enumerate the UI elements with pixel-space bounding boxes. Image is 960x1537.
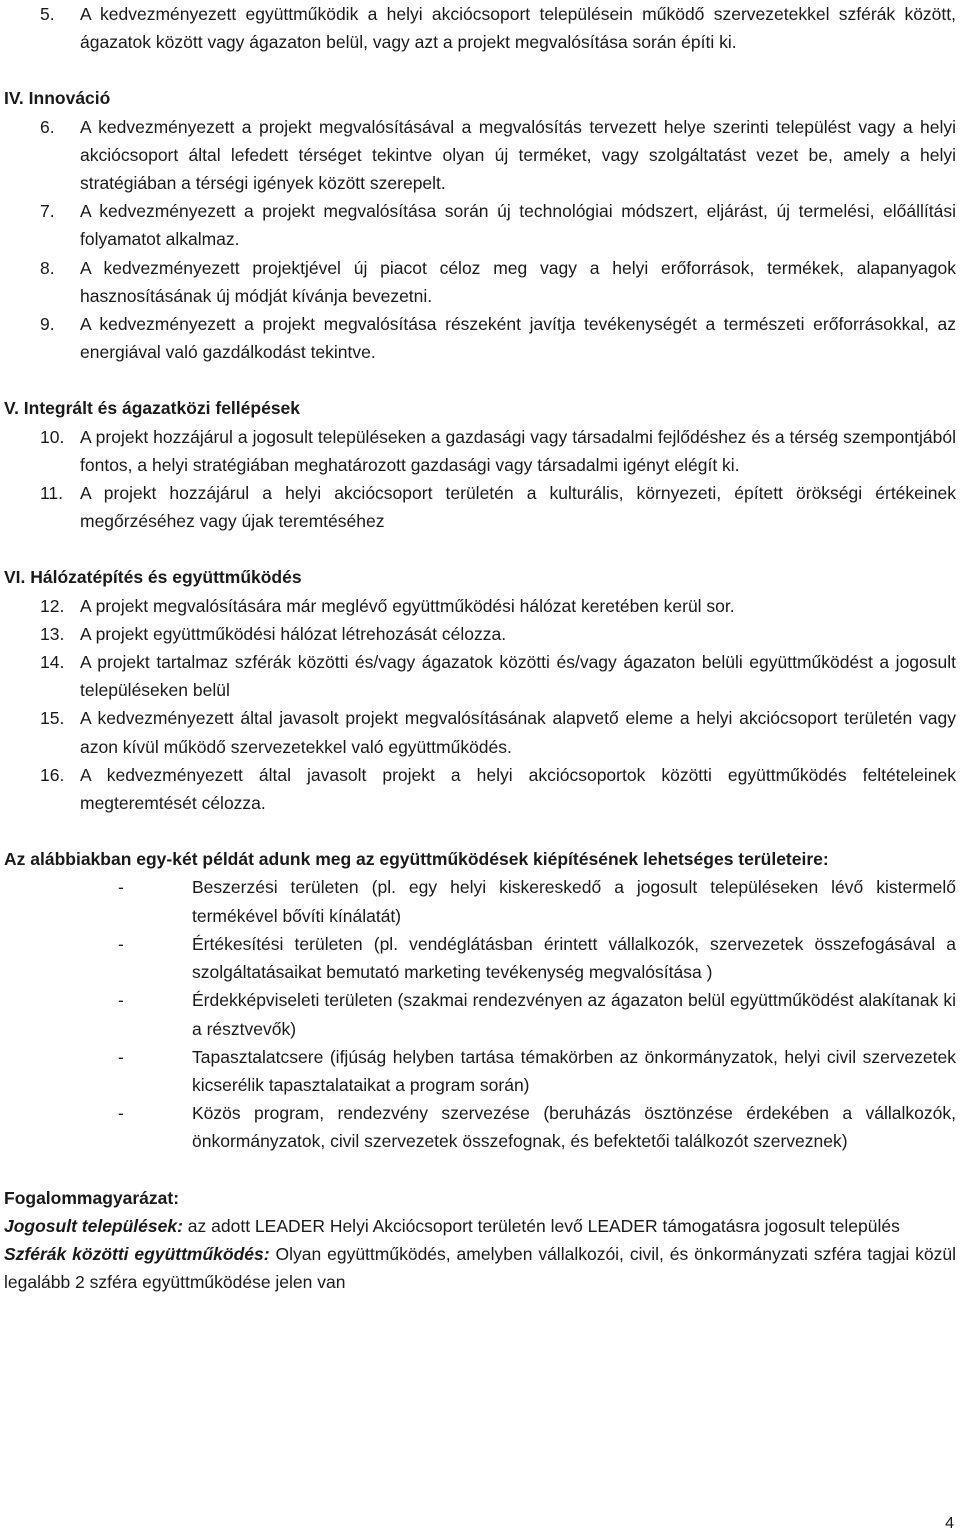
item-number: 10. (40, 426, 65, 447)
list-item (0, 761, 960, 817)
dash-bullet: - (118, 933, 124, 954)
list-item (0, 592, 960, 620)
example-item (0, 1099, 960, 1155)
examples-intro: Az alábbiakban egy-két példát adunk meg az együttműködések kiépítésének lehetséges területeire: (4, 849, 829, 870)
item-number: 6. (40, 116, 55, 137)
glossary-entry (0, 1240, 960, 1296)
section-heading-iv: IV. Innováció (4, 88, 111, 109)
example-text: Tapasztalatcsere (ifjúság helyben tartása témakörben az önkormányzatok, helyi civil szervezetek kicserélik tapasztalataikat a program során) (192, 1046, 956, 1095)
example-text: Beszerzési területen (pl. egy helyi kiskereskedő a jogosult településeken lévő kistermelő termékével bővíti kínálatát) (192, 877, 956, 926)
item-number: 9. (40, 314, 55, 335)
section-heading-vi: VI. Hálózatépítés és együttműködés (4, 567, 302, 588)
section-heading-v: V. Integrált és ágazatközi fellépések (4, 398, 301, 419)
spacer (0, 1156, 960, 1184)
item-text: A kedvezményezett együttműködik a helyi akciócsoport településein működő szervezetekkel szférák között, ágazatok között vagy ágazaton belül, vagy azt a projekt megvalósítása során építi ki. (80, 4, 956, 53)
item-text: A kedvezményezett projektjével új piacot céloz meg vagy a helyi erőforrások, termékek, alapanyagok hasznosításának új módját kívánja bevezetni. (80, 257, 956, 306)
example-item (0, 1043, 960, 1099)
list-item (0, 620, 960, 648)
dash-bullet: - (118, 877, 124, 898)
spacer (0, 56, 960, 84)
item-number: 16. (40, 764, 65, 785)
item-number: 14. (40, 652, 65, 673)
example-item (0, 986, 960, 1042)
item-number: 7. (40, 201, 55, 222)
item-number: 12. (40, 595, 65, 616)
list-item (0, 310, 960, 366)
glossary-title: Fogalommagyarázat: (4, 1187, 180, 1208)
list-item (0, 423, 960, 479)
item-text: A kedvezményezett a projekt megvalósítása részeként javítja tevékenységét a természeti erőforrásokkal, az energiával való gazdálkodást tekintve. (80, 314, 956, 363)
item-text: A projekt megvalósítására már meglévő együttműködési hálózat keretében kerül sor. (80, 595, 735, 616)
item-number: 5. (40, 4, 55, 24)
example-text: Közös program, rendezvény szervezése (beruházás ösztönzése érdekében a vállalkozók, önkormányzatok, civil szervezetek összefognak, és befektetői találkozót szerveznek) (192, 1103, 956, 1152)
list-item (0, 479, 960, 535)
page-number: 4 (945, 1515, 954, 1532)
glossary-definition: Olyan együttműködés, amelyben vállalkozói, civil, és önkormányzati szféra tagjai közül legalább 2 szféra együttműködése jelen van (4, 1243, 956, 1293)
glossary-term: Jogosult települések: (4, 1215, 183, 1236)
item-number: 11. (40, 483, 64, 504)
spacer (0, 535, 960, 563)
dash-bullet: - (118, 1046, 124, 1067)
item-number: 13. (40, 623, 65, 644)
dash-bullet: - (118, 990, 124, 1011)
list-item (0, 704, 960, 760)
example-item (0, 930, 960, 986)
dash-bullet: - (118, 1103, 124, 1124)
item-number: 15. (40, 708, 65, 729)
item-text: A kedvezményezett a projekt megvalósításával a megvalósítás tervezett helye szerinti települést vagy a helyi akciócsoport által lefedett térséget tekintve olyan új terméket, vagy szolgáltatást vezet be, amely a helyi stratégiában a térségi igények között szerepelt. (80, 116, 956, 194)
spacer (0, 366, 960, 394)
example-text: Értékesítési területen (pl. vendéglátásban érintett vállalkozók, szervezetek összefogásával a szolgáltatásaikat bemutató marketing tevékenység megvalósítása ) (192, 933, 956, 983)
list-item (0, 648, 960, 704)
list-item (0, 113, 960, 198)
item-text: A projekt hozzájárul a helyi akciócsoport területén a kulturális, környezeti, épített örökségi értékeinek megőrzéséhez vagy újak teremtéséhez (80, 483, 956, 532)
list-item (0, 254, 960, 310)
example-item (0, 873, 960, 929)
item-text: A projekt tartalmaz szférák közötti és/vagy ágazatok közötti és/vagy ágazaton belüli együttműködést a jogosult településeken belül (80, 652, 956, 701)
item-text: A kedvezményezett a projekt megvalósítása során új technológiai módszert, eljárást, új termelési, előállítási folyamatot alkalmaz. (80, 201, 956, 250)
glossary-entry (0, 1212, 960, 1240)
glossary-term: Szférák közötti együttműködés: (4, 1243, 270, 1264)
item-text: A kedvezményezett által javasolt projekt a helyi akciócsoportok közötti együttműködés feltételeinek megteremtését célozza. (80, 764, 956, 814)
item-text: A projekt hozzájárul a jogosult településeken a gazdasági vagy társadalmi fejlődéshez és a térség szempontjából fontos, a helyi stratégiában meghatározott gazdasági vagy társadalmi igényt elégít ki. (80, 426, 956, 475)
glossary-definition: az adott LEADER Helyi Akciócsoport területén levő LEADER támogatásra jogosult település (182, 1215, 900, 1236)
item-text: A kedvezményezett által javasolt projekt megvalósításának alapvető eleme a helyi akciócsoport területén vagy azon kívül működő szervezetekkel való együttműködés. (80, 708, 956, 757)
item-text: A projekt együttműködési hálózat létrehozását célozza. (80, 623, 507, 644)
example-text: Érdekképviseleti területen (szakmai rendezvényen az ágazaton belül együttműködést alakítanak ki a résztvevők) (192, 990, 956, 1039)
list-item (0, 197, 960, 253)
spacer (0, 817, 960, 845)
item-number: 8. (40, 257, 55, 278)
list-item (0, 0, 960, 56)
